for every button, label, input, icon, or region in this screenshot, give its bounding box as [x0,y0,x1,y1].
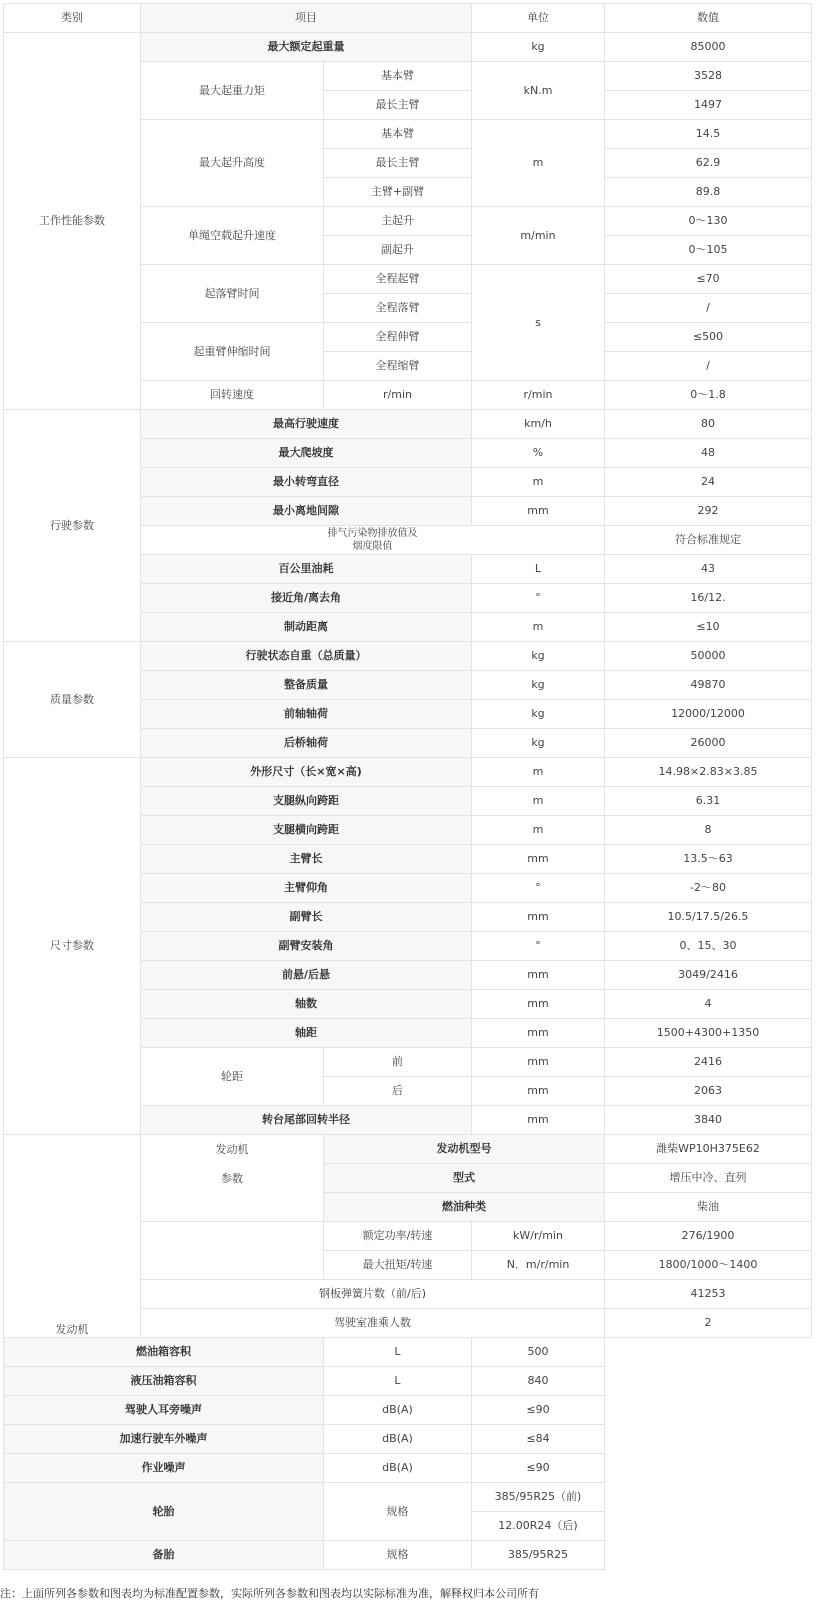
value: 500 [472,1338,605,1367]
item: 最小转弯直径 [141,468,472,497]
unit: mm [472,497,605,526]
unit: ° [472,584,605,613]
item: 备胎 [4,1541,324,1570]
table-row [4,1338,812,1367]
unit: m [472,787,605,816]
table-row [4,758,812,787]
unit: mm [472,1106,605,1135]
unit: ° [472,874,605,903]
value: 0～130 [605,207,812,236]
item: 起落臂时间 [141,265,324,323]
unit: kg [472,642,605,671]
value: 2 [605,1309,812,1338]
value: ≤70 [605,265,812,294]
sub-item: 最长主臂 [324,91,472,120]
value: 1497 [605,91,812,120]
sub-item: 全程起臂 [324,265,472,294]
value: 增压中冷、直列 [605,1164,812,1193]
value: 柴油 [605,1193,812,1222]
unit: mm [472,990,605,1019]
emission-line-2: 烟度限值 [352,541,393,552]
category-cell: 质量参数 [4,642,141,758]
value: 840 [472,1367,605,1396]
item: 单绳空载起升速度 [141,207,324,265]
sub-item: 主臂+副臂 [324,178,472,207]
unit: kg [472,729,605,758]
item: 最大扭矩/转速 [324,1251,472,1280]
unit: dB(A) [324,1396,472,1425]
emission-line-1: 排气污染物排放值及 [327,528,418,539]
sub-item: 基本臂 [324,120,472,149]
item: 最高行驶速度 [141,410,472,439]
item: 驾驶室准乘人数 [141,1309,605,1338]
unit: kW/r/min [472,1222,605,1251]
item: 后桥轴荷 [141,729,472,758]
item: 百公里油耗 [141,555,472,584]
item: 转台尾部回转半径 [141,1106,472,1135]
sub-item: 前 [324,1048,472,1077]
empty-cell [141,1222,324,1280]
item: 最大起重力矩 [141,62,324,120]
value: 16/12. [605,584,812,613]
item: 前悬/后悬 [141,961,472,990]
category-work: 工作性能参数 [4,33,141,410]
unit: kg [472,671,605,700]
item: 轴距 [141,1019,472,1048]
item: 钢板弹簧片数（前/后) [141,1280,605,1309]
item: 发动机型号 [324,1135,605,1164]
item: 支腿横向跨距 [141,816,472,845]
table-row [4,410,812,439]
value: 1800/1000～1400 [605,1251,812,1280]
value: ≤90 [472,1454,605,1483]
sub-item: 基本臂 [324,62,472,91]
item: 加速行驶车外噪声 [4,1425,324,1454]
category-engine: 发动机 [4,1135,141,1338]
value: ≤90 [472,1396,605,1425]
unit: km/h [472,410,605,439]
item: 型式 [324,1164,605,1193]
value: 48 [605,439,812,468]
value: 8 [605,816,812,845]
unit: r/min [472,381,605,410]
category-cell: 行驶参数 [4,410,141,642]
engine-label-2: 参数 [221,1172,243,1185]
unit: kN.m [472,62,605,120]
value: 50000 [605,642,812,671]
value: -2～80 [605,874,812,903]
sub-item: 后 [324,1077,472,1106]
header-unit: 单位 [472,4,605,33]
item: 最大额定起重量 [141,33,472,62]
value: 24 [605,468,812,497]
value: 13.5～63 [605,845,812,874]
value: ≤84 [472,1425,605,1454]
item: 主臂长 [141,845,472,874]
value: 4 [605,990,812,1019]
item: 回转速度 [141,381,324,410]
header-category: 类别 [4,4,141,33]
item: 液压油箱容积 [4,1367,324,1396]
engine-label-1: 发动机 [215,1143,249,1156]
table-row [4,1396,812,1425]
item: 最大起升高度 [141,120,324,207]
unit: kg [472,700,605,729]
table-row [4,1425,812,1454]
value: 385/95R25 [472,1541,605,1570]
value: 10.5/17.5/26.5 [605,903,812,932]
value: 潍柴WP10H375E62 [605,1135,812,1164]
value: ≤500 [605,323,812,352]
sub-item: r/min [324,381,472,410]
unit: ° [472,932,605,961]
header-value: 数值 [605,4,812,33]
value: 3049/2416 [605,961,812,990]
value: 3528 [605,62,812,91]
unit: m/min [472,207,605,265]
value: 41253 [605,1280,812,1309]
value: 0～105 [605,236,812,265]
value: 26000 [605,729,812,758]
sub-item: 全程落臂 [324,294,472,323]
item: 制动距离 [141,613,472,642]
sub-item: 最长主臂 [324,149,472,178]
unit: dB(A) [324,1454,472,1483]
value: 80 [605,410,812,439]
value: 14.5 [605,120,812,149]
item: 支腿纵向跨距 [141,787,472,816]
sub-item: 全程伸臂 [324,323,472,352]
item: 外形尺寸（长×宽×高) [141,758,472,787]
value: / [605,352,812,381]
item: 最小离地间隙 [141,497,472,526]
item: 轮距 [141,1048,324,1106]
engine-label [141,1135,324,1222]
sub-item: 主起升 [324,207,472,236]
header-row [4,4,812,33]
value: 49870 [605,671,812,700]
unit: m [472,613,605,642]
value: 2416 [605,1048,812,1077]
table-row [4,1454,812,1483]
unit: s [472,265,605,381]
item: 驾驶人耳旁噪声 [4,1396,324,1425]
sub-item: 全程缩臂 [324,352,472,381]
value: 292 [605,497,812,526]
value: 276/1900 [605,1222,812,1251]
unit: mm [472,1019,605,1048]
value: 1500+4300+1350 [605,1019,812,1048]
unit: L [472,555,605,584]
item: 作业噪声 [4,1454,324,1483]
unit: % [472,439,605,468]
item: 副臂安装角 [141,932,472,961]
item: 燃油箱容积 [4,1338,324,1367]
value: 6.31 [605,787,812,816]
unit: mm [472,845,605,874]
value: 62.9 [605,149,812,178]
spec-table [3,3,812,1570]
table-row [4,642,812,671]
unit: m [472,816,605,845]
value: 12000/12000 [605,700,812,729]
unit: 规格 [324,1541,472,1570]
value: 2063 [605,1077,812,1106]
footnote: 注：上面所列各参数和图表均为标准配置参数，实际所列各参数和图表均以实际标准为准，解释权归本公司所有 [0,1587,539,1600]
value: 385/95R25（前) [472,1483,605,1512]
unit: mm [472,903,605,932]
item: 燃油种类 [324,1193,605,1222]
item: 最大爬坡度 [141,439,472,468]
unit: mm [472,961,605,990]
value: 3840 [605,1106,812,1135]
value: 89.8 [605,178,812,207]
item: 副臂长 [141,903,472,932]
value: 12.00R24（后) [472,1512,605,1541]
unit: mm [472,1048,605,1077]
unit: dB(A) [324,1425,472,1454]
value: / [605,294,812,323]
value: 0～1.8 [605,381,812,410]
unit: N．m/r/min [472,1251,605,1280]
unit: m [472,120,605,207]
header-item: 项目 [141,4,472,33]
unit: 规格 [324,1483,472,1541]
unit: m [472,468,605,497]
value: 14.98×2.83×3.85 [605,758,812,787]
unit: m [472,758,605,787]
item: 轴数 [141,990,472,1019]
item: 主臂仰角 [141,874,472,903]
category-cell: 尺寸参数 [4,758,141,1135]
unit: L [324,1338,472,1367]
item: 额定功率/转速 [324,1222,472,1251]
value: 43 [605,555,812,584]
unit: kg [472,33,605,62]
item: 整备质量 [141,671,472,700]
item: 接近角/离去角 [141,584,472,613]
value: 符合标准规定 [605,526,812,555]
value: 85000 [605,33,812,62]
table-row [4,1367,812,1396]
item: 起重臂伸缩时间 [141,323,324,381]
item: 前轴轴荷 [141,700,472,729]
unit: mm [472,1077,605,1106]
item: 轮胎 [4,1483,324,1541]
item: 行驶状态自重（总质量） [141,642,472,671]
value: ≤10 [605,613,812,642]
value: 0、15、30 [605,932,812,961]
item [141,526,605,555]
unit: L [324,1367,472,1396]
sub-item: 副起升 [324,236,472,265]
